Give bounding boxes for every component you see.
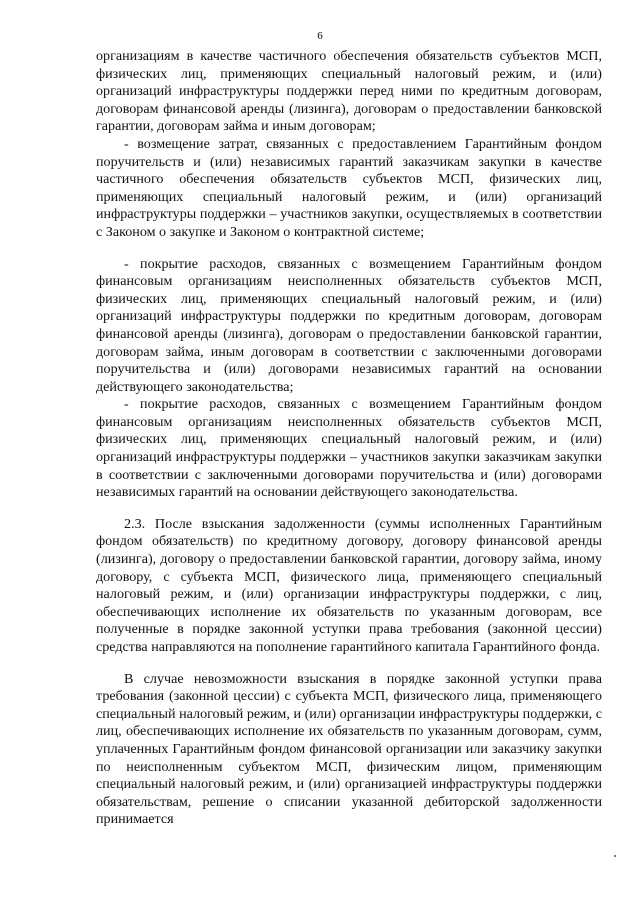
paragraph-section-2-3: 2.3. После взыскания задолженности (суммы исполненных Гарантийным фондом обязательств) по кредитному договору, договору финансовой аренды (лизинга), договору о предоставлении банковской гарантии, договору займа, иному договору, с субъекта МСП, физического лица, применяющего специальный налоговый режим, и (или) организации инфраструктуры поддержки, с лиц, обеспечивающих исполнение их обязательств по указанным договорам, все полученные в порядке законной уступки права требования (законной цессии) средства направляются на пополнение гарантийного капитала Гарантийного фонда. — [96, 515, 602, 655]
paragraph-impossibility: В случае невозможности взыскания в порядке законной уступки права требования (законной цессии) с субъекта МСП, физического лица, применяющего специальный налоговый режим, и (или) организации инфраструктуры поддержки, с лиц, обеспечивающих исполнение их обязательств по указанным договорам, сумм, уплаченных Гарантийным фондом финансовой организации или заказчику закупки по неисполненным субъектом МСП, физическим лицом, применяющим специальный налоговый режим, и (или) организацией инфраструктуры поддержки обязательствам, решение о списании указанной дебиторской задолженности принимается — [96, 670, 602, 828]
paragraph-continuation: организациям в качестве частичного обеспечения обязательств субъектов МСП, физических лиц, применяющих специальный налоговый режим, и (или) организаций инфраструктуры поддержки перед ними по кредитным договорам, договорам финансовой аренды (лизинга), договорам о предоставлении банковской гарантии, договорам займа и иным договорам; — [96, 48, 602, 135]
paragraph-bullet-reimbursement: - возмещение затрат, связанных с предоставлением Гарантийным фондом поручительств и (или) независимых гарантий заказчикам закупки в качестве частичного обеспечения обязательств субъектов МСП, физических лиц, применяющих специальный налоговый режим, и (или) организаций инфраструктуры поддержки – участников закупки, осуществляемых в соответствии с Законом о закупке и Законом о контрактной системе; — [96, 135, 602, 240]
paragraph-bullet-procurement: - покрытие расходов, связанных с возмещением Гарантийным фондом финансовым организациям неисполненных обязательств субъектов МСП, физических лиц, применяющих специальный налоговый режим, и (или) организаций инфраструктуры поддержки – участников закупки заказчикам закупки в соответствии с заключенными договорами поручительства и (или) договорами независимых гарантий на основании действующего законодательства. — [96, 396, 602, 501]
scan-speck — [614, 855, 616, 857]
paragraph-bullet-financial-orgs: - покрытие расходов, связанных с возмещением Гарантийным фондом финансовым организациям неисполненных обязательств субъектов МСП, физических лиц, применяющих специальный налоговый режим, и (или) организаций инфраструктуры поддержки по кредитным договорам, договорам финансовой аренды (лизинга), договорам о предоставлении банковской гарантии, договорам займа, иным договорам в соответствии с заключенными договорами поручительства и (или) договорами независимых гарантий на основании действующего законодательства; — [96, 255, 602, 395]
page-number: 6 — [317, 30, 323, 42]
document-body — [96, 48, 602, 829]
